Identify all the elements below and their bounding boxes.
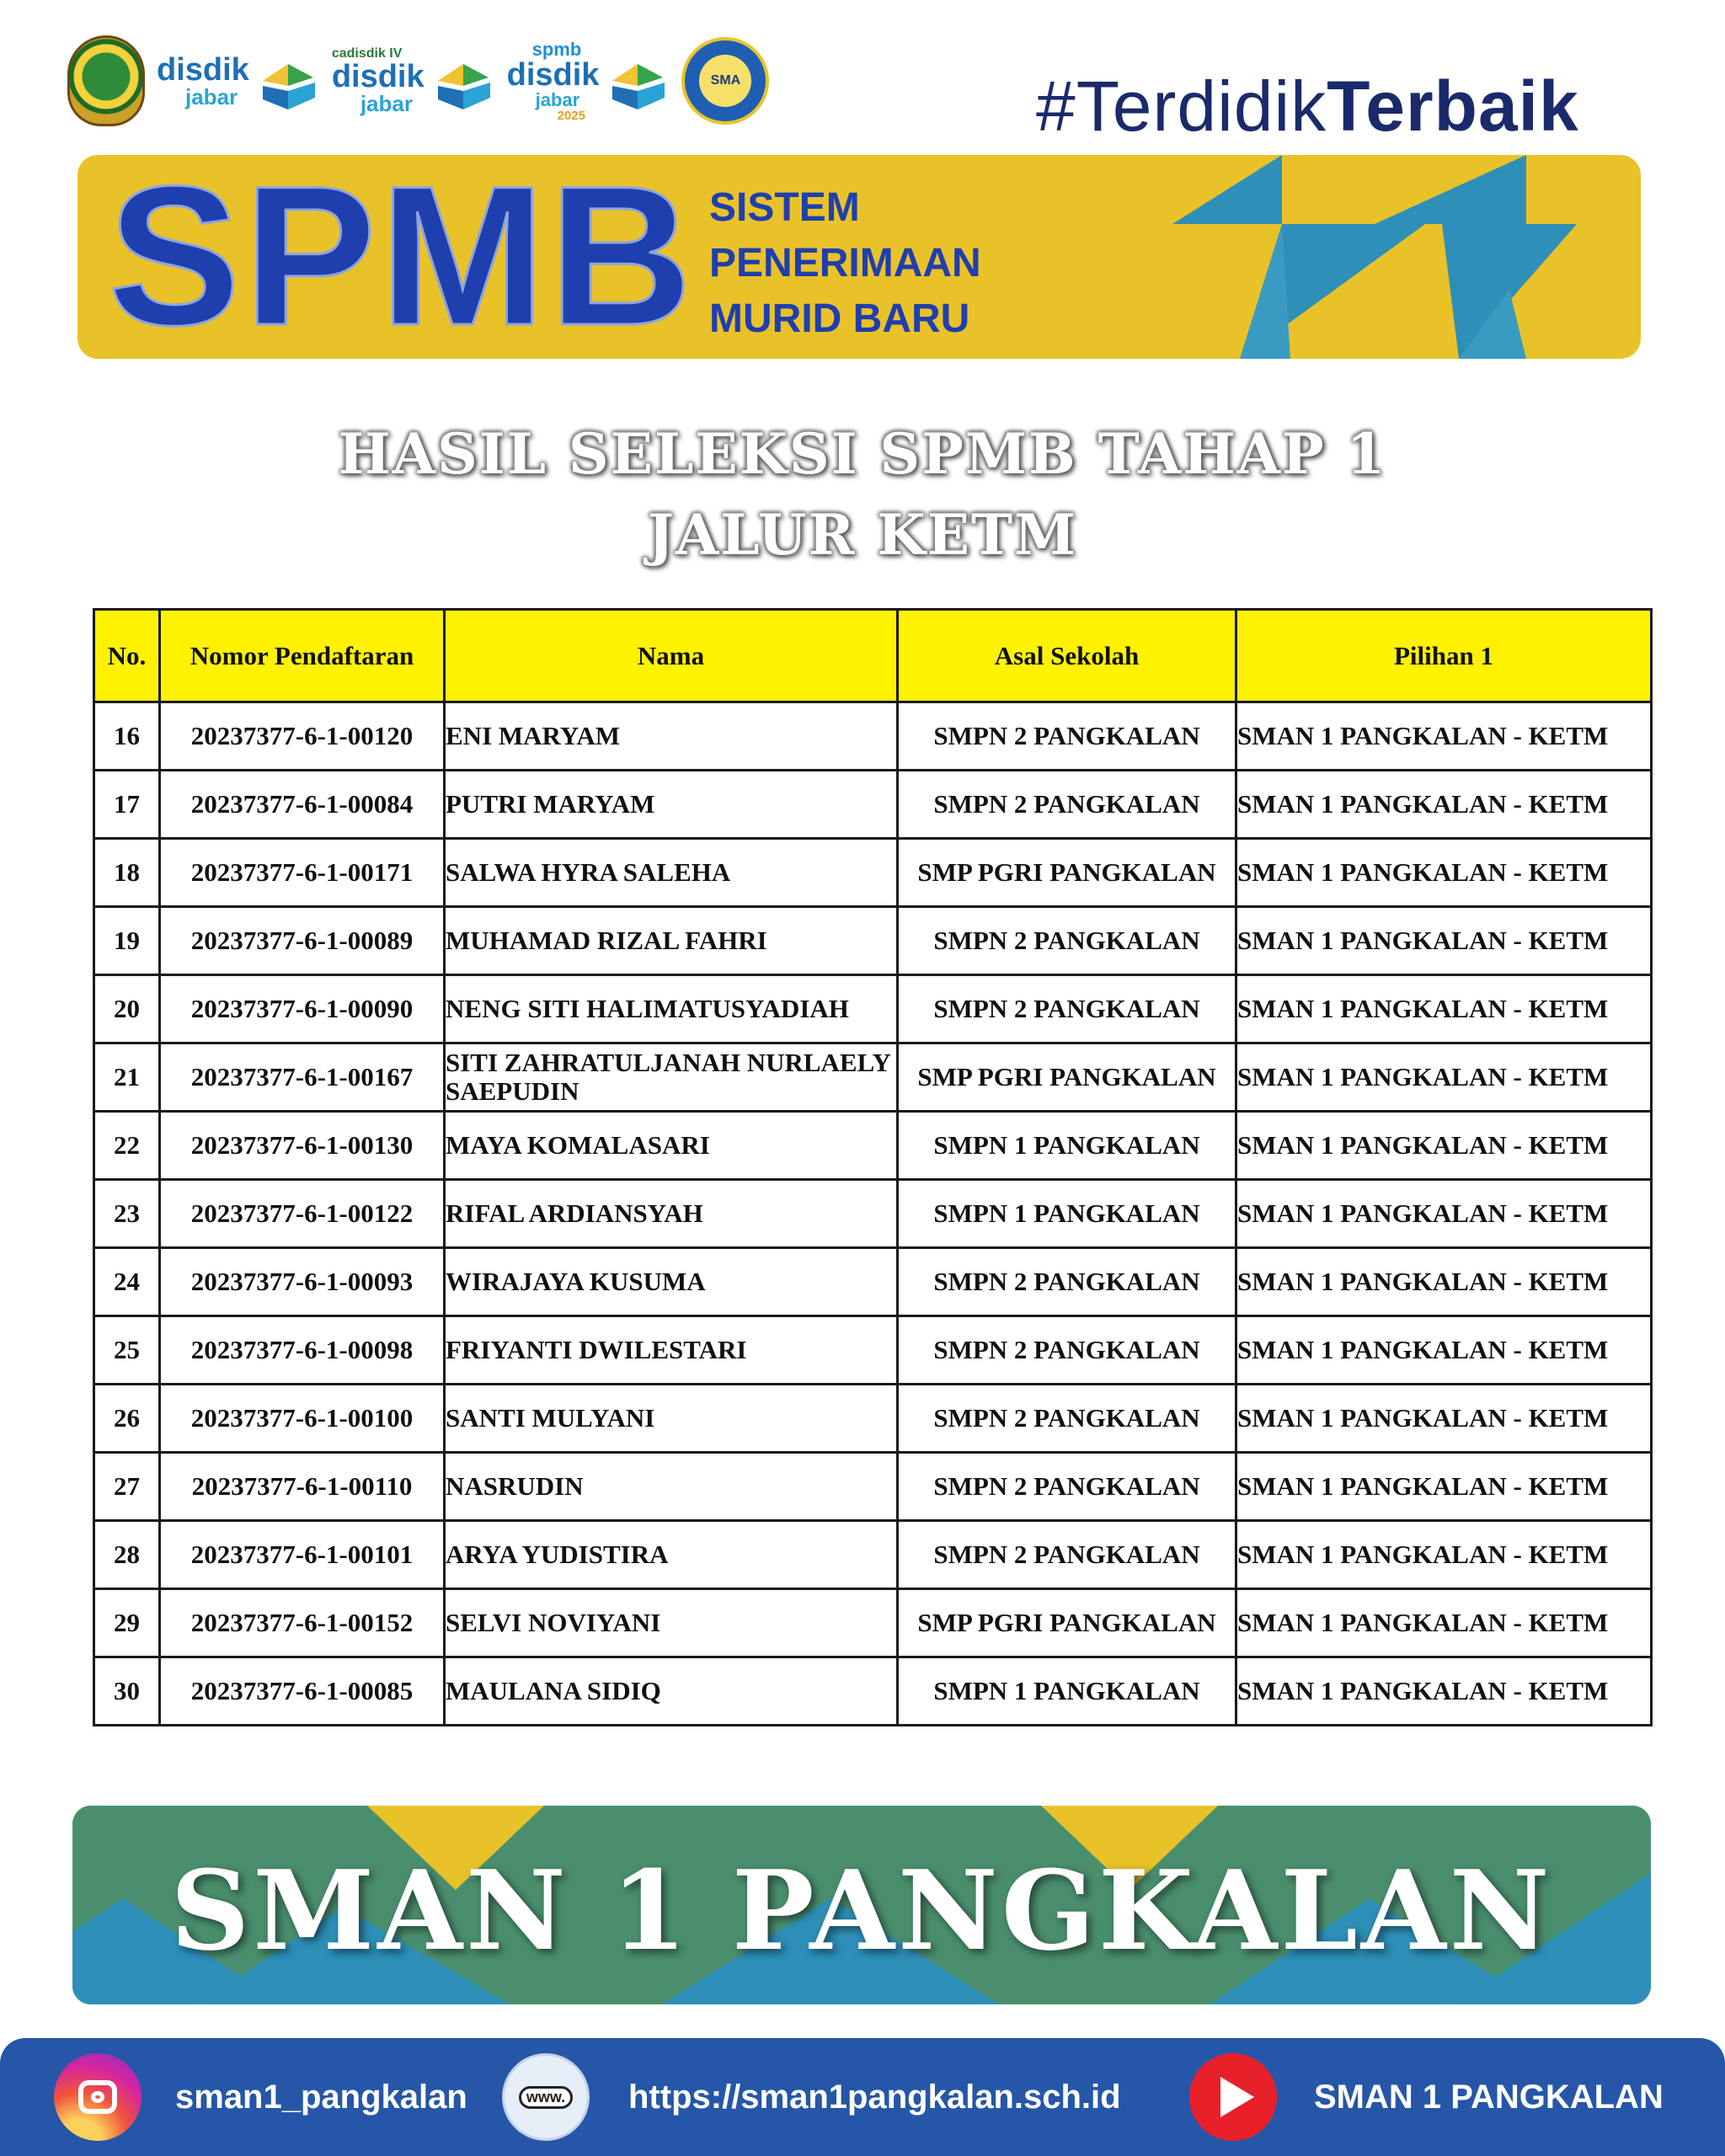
cell-registration-number: 20237377-6-1-00093 <box>160 1248 445 1316</box>
cell-school-origin: SMPN 2 PANGKALAN <box>898 975 1236 1043</box>
cell-registration-number: 20237377-6-1-00089 <box>160 907 445 975</box>
disdik-logo-text: disdik <box>506 56 600 93</box>
cell-student-name: ARYA YUDISTIRA <box>445 1521 898 1589</box>
cell-student-name: FRIYANTI DWILESTARI <box>445 1316 898 1385</box>
cell-school-origin: SMPN 2 PANGKALAN <box>898 1521 1236 1589</box>
disdik-jabar-logo <box>157 47 320 115</box>
youtube-icon <box>1189 2053 1277 2141</box>
table-row <box>94 1112 1652 1180</box>
spmb-logo-text: spmb <box>531 38 582 60</box>
website-link[interactable] <box>628 2038 1121 2156</box>
cell-student-name: NASRUDIN <box>445 1453 898 1521</box>
cell-registration-number: 20237377-6-1-00101 <box>160 1521 445 1589</box>
table-row <box>94 771 1652 839</box>
cell-choice: SMAN 1 PANGKALAN - KETM <box>1236 702 1652 771</box>
cell-registration-number: 20237377-6-1-00090 <box>160 975 445 1043</box>
cell-no: 16 <box>94 702 160 771</box>
subtitle-line-3: MURID BARU <box>709 296 970 341</box>
table-row <box>94 839 1652 907</box>
cell-school-origin: SMP PGRI PANGKALAN <box>898 839 1236 907</box>
www-badge-text: www. <box>519 2086 573 2109</box>
website-badge <box>502 2038 590 2156</box>
table-header-row <box>94 610 1652 702</box>
cell-student-name: SELVI NOVIYANI <box>445 1589 898 1657</box>
spmb-banner <box>77 155 1641 359</box>
cell-student-name: SALWA HYRA SALEHA <box>445 839 898 907</box>
table-row <box>94 1521 1652 1589</box>
cell-student-name: PUTRI MARYAM <box>445 771 898 839</box>
website-url: https://sman1pangkalan.sch.id <box>628 2078 1121 2116</box>
cell-registration-number: 20237377-6-1-00098 <box>160 1316 445 1385</box>
footer-bar <box>0 2038 1725 2156</box>
cell-school-origin: SMPN 2 PANGKALAN <box>898 1453 1236 1521</box>
cell-student-name: RIFAL ARDIANSYAH <box>445 1180 898 1248</box>
cell-student-name: MAULANA SIDIQ <box>445 1657 898 1726</box>
spmb-mark-icon <box>604 47 670 115</box>
cell-no: 22 <box>94 1112 160 1180</box>
cadisdik-logo-text: cadisdik IV <box>331 46 403 61</box>
youtube-channel: SMAN 1 PANGKALAN <box>1314 2078 1664 2116</box>
selection-result-table <box>93 608 1653 1726</box>
column-header-name: Nama <box>445 610 898 702</box>
cell-no: 30 <box>94 1657 160 1726</box>
cell-choice: SMAN 1 PANGKALAN - KETM <box>1236 1316 1652 1385</box>
disdik-mark-icon <box>254 47 320 115</box>
cell-choice: SMAN 1 PANGKALAN - KETM <box>1236 1180 1652 1248</box>
cell-registration-number: 20237377-6-1-00110 <box>160 1453 445 1521</box>
cell-school-origin: SMPN 2 PANGKALAN <box>898 1248 1236 1316</box>
jabar-logo-text: jabar <box>360 91 413 116</box>
instagram-handle: sman1_pangkalan <box>175 2078 467 2116</box>
column-header-choice: Pilihan 1 <box>1236 610 1652 702</box>
cell-choice: SMAN 1 PANGKALAN - KETM <box>1236 1521 1652 1589</box>
cell-no: 19 <box>94 907 160 975</box>
cell-choice: SMAN 1 PANGKALAN - KETM <box>1236 1657 1652 1726</box>
cell-no: 28 <box>94 1521 160 1589</box>
column-header-school-origin: Asal Sekolah <box>898 610 1236 702</box>
cell-no: 17 <box>94 771 160 839</box>
spmb-subtitle <box>709 180 981 347</box>
cell-student-name: MUHAMAD RIZAL FAHRI <box>445 907 898 975</box>
cell-no: 21 <box>94 1043 160 1112</box>
cell-school-origin: SMPN 1 PANGKALAN <box>898 1180 1236 1248</box>
cell-registration-number: 20237377-6-1-00122 <box>160 1180 445 1248</box>
cell-student-name: NENG SITI HALIMATUSYADIAH <box>445 975 898 1043</box>
cell-student-name: WIRAJAYA KUSUMA <box>445 1248 898 1316</box>
logo-row <box>67 30 769 131</box>
cell-no: 29 <box>94 1589 160 1657</box>
school-name: SMAN 1 PANGKALAN <box>170 1846 1553 1975</box>
column-header-no: No. <box>94 610 160 702</box>
subtitle-line-2: PENERIMAAN <box>709 241 981 286</box>
cell-school-origin: SMPN 1 PANGKALAN <box>898 1112 1236 1180</box>
cell-registration-number: 20237377-6-1-00120 <box>160 702 445 771</box>
cell-school-origin: SMPN 2 PANGKALAN <box>898 771 1236 839</box>
sma-logo-text: SMA <box>699 55 751 107</box>
sma-school-logo-icon <box>681 37 769 125</box>
cell-choice: SMAN 1 PANGKALAN - KETM <box>1236 975 1652 1043</box>
cell-no: 26 <box>94 1385 160 1453</box>
cell-registration-number: 20237377-6-1-00167 <box>160 1043 445 1112</box>
cell-no: 27 <box>94 1453 160 1521</box>
table-row <box>94 1589 1652 1657</box>
spmb-acronym: SPMB <box>108 155 696 359</box>
disdik-logo-text: disdik <box>331 59 425 94</box>
page-title: HASIL SELEKSI SPMB TAHAP 1 <box>338 421 1387 487</box>
cell-registration-number: 20237377-6-1-00171 <box>160 839 445 907</box>
cell-choice: SMAN 1 PANGKALAN - KETM <box>1236 1453 1652 1521</box>
column-header-registration: Nomor Pendaftaran <box>160 610 445 702</box>
cell-choice: SMAN 1 PANGKALAN - KETM <box>1236 1043 1652 1112</box>
cell-no: 20 <box>94 975 160 1043</box>
cell-registration-number: 20237377-6-1-00152 <box>160 1589 445 1657</box>
table-row <box>94 1385 1652 1453</box>
cell-registration-number: 20237377-6-1-00085 <box>160 1657 445 1726</box>
cadisdik-logo <box>332 47 495 115</box>
cell-no: 25 <box>94 1316 160 1385</box>
cadisdik-mark-icon <box>430 47 495 115</box>
table-row <box>94 1453 1652 1521</box>
table-row <box>94 1316 1652 1385</box>
cell-school-origin: SMPN 2 PANGKALAN <box>898 702 1236 771</box>
cell-school-origin: SMPN 2 PANGKALAN <box>898 1316 1236 1385</box>
instagram-icon <box>54 2053 142 2141</box>
table-row <box>94 1180 1652 1248</box>
cell-student-name: SITI ZAHRATULJANAH NURLAELY SAEPUDIN <box>445 1043 898 1112</box>
disdik-logo-text: disdik <box>157 52 249 88</box>
table-row <box>94 907 1652 975</box>
globe-icon <box>502 2053 590 2141</box>
cell-registration-number: 20237377-6-1-00130 <box>160 1112 445 1180</box>
cell-choice: SMAN 1 PANGKALAN - KETM <box>1236 839 1652 907</box>
jabar-logo-text: jabar <box>185 84 238 109</box>
cell-choice: SMAN 1 PANGKALAN - KETM <box>1236 907 1652 975</box>
cell-no: 24 <box>94 1248 160 1316</box>
table-row <box>94 1248 1652 1316</box>
cell-no: 18 <box>94 839 160 907</box>
table-row <box>94 702 1652 771</box>
cell-choice: SMAN 1 PANGKALAN - KETM <box>1236 1589 1652 1657</box>
instagram-link[interactable] <box>54 2038 467 2156</box>
subtitle-line-1: SISTEM <box>709 185 860 230</box>
jabar-logo-text: jabar <box>535 88 580 110</box>
cell-school-origin: SMP PGRI PANGKALAN <box>898 1043 1236 1112</box>
cell-choice: SMAN 1 PANGKALAN - KETM <box>1236 1248 1652 1316</box>
table-row <box>94 975 1652 1043</box>
hashtag <box>1036 66 1579 147</box>
cell-school-origin: SMP PGRI PANGKALAN <box>898 1589 1236 1657</box>
cell-choice: SMAN 1 PANGKALAN - KETM <box>1236 1385 1652 1453</box>
cell-school-origin: SMPN 1 PANGKALAN <box>898 1657 1236 1726</box>
cell-no: 23 <box>94 1180 160 1248</box>
hashtag-regular: #Terdidik <box>1036 67 1327 146</box>
youtube-link[interactable] <box>1189 2038 1664 2156</box>
cell-student-name: MAYA KOMALASARI <box>445 1112 898 1180</box>
cell-school-origin: SMPN 2 PANGKALAN <box>898 907 1236 975</box>
cell-student-name: SANTI MULYANI <box>445 1385 898 1453</box>
table-row <box>94 1043 1652 1112</box>
cell-school-origin: SMPN 2 PANGKALAN <box>898 1385 1236 1453</box>
page-subtitle: JALUR KETM <box>647 502 1078 568</box>
year-logo-text: 2025 <box>557 108 585 123</box>
hashtag-bold: Terbaik <box>1327 67 1579 146</box>
table-row <box>94 1657 1652 1726</box>
cell-registration-number: 20237377-6-1-00084 <box>160 771 445 839</box>
cell-choice: SMAN 1 PANGKALAN - KETM <box>1236 1112 1652 1180</box>
cell-choice: SMAN 1 PANGKALAN - KETM <box>1236 771 1652 839</box>
west-java-emblem-icon <box>67 35 145 126</box>
cell-student-name: ENI MARYAM <box>445 702 898 771</box>
cell-registration-number: 20237377-6-1-00100 <box>160 1385 445 1453</box>
school-name-banner <box>72 1806 1651 2004</box>
spmb-2025-logo <box>507 40 670 122</box>
